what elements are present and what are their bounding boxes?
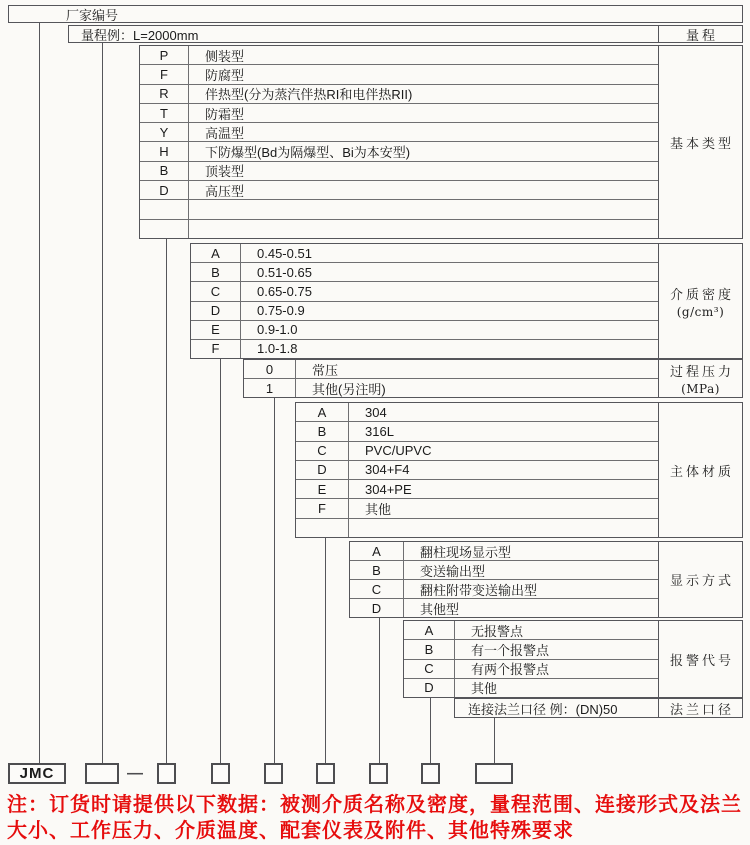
code-cell: C (350, 580, 404, 598)
desc-cell: 304+PE (365, 481, 412, 497)
table-row (140, 181, 658, 200)
table-row (244, 360, 658, 379)
alarm-code-rows (404, 621, 658, 697)
code-cell (296, 519, 349, 537)
desc-cell: 1.0-1.8 (257, 341, 298, 357)
desc-cell: 有一个报警点 (471, 642, 550, 658)
desc-cell: 0.51-0.65 (257, 264, 312, 280)
desc-cell: 0.9-1.0 (257, 322, 298, 338)
section-process-pressure (243, 359, 743, 398)
code-cell: A (191, 244, 241, 262)
code-cell: B (350, 561, 404, 579)
medium-density-rows (191, 244, 658, 358)
desc-cell: 侧装型 (205, 48, 245, 64)
table-row (191, 302, 658, 321)
desc-cell: 下防爆型(Bd为隔爆型、Bi为本安型) (205, 145, 411, 161)
code-cell: E (296, 480, 349, 498)
range-example-text: 量程例：L=2000mm (81, 27, 199, 43)
code-cell: 0 (244, 360, 296, 378)
connector-line-alarm-code (430, 698, 431, 763)
table-row-empty (296, 519, 658, 537)
code-cell: B (140, 162, 189, 180)
table-row (296, 499, 658, 518)
desc-cell: 防霜型 (205, 106, 245, 122)
code-cell: D (350, 599, 404, 617)
table-row (455, 699, 658, 717)
connector-line-basic-type (166, 239, 167, 763)
desc-cell: 高压型 (205, 183, 245, 199)
table-row (140, 85, 658, 104)
table-row-empty (140, 200, 658, 219)
table-row (140, 123, 658, 142)
side-label-basic-type: 基本类型 (658, 46, 742, 238)
model-prefix-box: JMC (8, 763, 66, 784)
code-cell: P (140, 46, 189, 64)
table-row (296, 403, 658, 422)
model-code-box-display-mode (369, 763, 388, 784)
desc-cell: 无报警点 (471, 623, 524, 639)
desc-cell: 304+F4 (365, 462, 410, 478)
code-cell: B (404, 640, 455, 658)
side-label-flange-diameter: 法兰口径 (658, 699, 742, 717)
code-cell: F (140, 65, 189, 83)
model-code-box-range (85, 763, 119, 784)
code-cell: C (296, 442, 349, 460)
table-row (140, 65, 658, 84)
desc-cell: 316L (365, 423, 394, 439)
code-cell: H (140, 142, 189, 160)
model-dash: — (127, 764, 143, 782)
factory-number-label: 厂家编号 (66, 7, 119, 23)
table-row (140, 104, 658, 123)
section-body-material (295, 402, 743, 538)
desc-cell: 0.75-0.9 (257, 303, 305, 319)
order-note-line-2: 大小、工作压力、介质温度、配套仪表及附件、其他特殊要求 (7, 820, 574, 842)
desc-cell: 其他 (471, 681, 498, 697)
table-row (296, 442, 658, 461)
code-cell: E (191, 321, 241, 339)
connector-line-body-material (325, 538, 326, 763)
connector-line-process-pressure (274, 398, 275, 763)
connector-line-range (102, 43, 103, 763)
table-row (296, 461, 658, 480)
table-row (140, 46, 658, 65)
process-pressure-rows (244, 360, 658, 397)
model-code-box-flange-diameter (475, 763, 513, 784)
side-label-alarm-code: 报警代号 (658, 621, 742, 697)
model-code-box-medium-density (211, 763, 230, 784)
desc-cell: 常压 (312, 362, 339, 378)
table-row (191, 340, 658, 358)
code-cell: T (140, 104, 189, 122)
table-row (191, 263, 658, 282)
section-display-mode (349, 541, 743, 618)
desc-cell: 其他型 (420, 601, 460, 617)
code-cell: D (191, 302, 241, 320)
desc-cell: 翻柱附带变送输出型 (420, 582, 538, 598)
table-row (350, 542, 658, 561)
section-alarm-code (403, 620, 743, 698)
code-cell: B (191, 263, 241, 281)
range-example-row (68, 25, 743, 43)
table-row-empty (140, 220, 658, 238)
desc-cell: 翻柱现场显示型 (420, 544, 512, 560)
table-row (244, 379, 658, 397)
section-basic-type (139, 45, 743, 239)
desc-cell: 0.65-0.75 (257, 283, 312, 299)
desc-cell: 0.45-0.51 (257, 245, 312, 261)
side-label-medium-density: 介质密度 (g/cm³) (658, 244, 742, 358)
code-cell: F (296, 499, 349, 517)
table-row (404, 660, 658, 679)
code-cell: 1 (244, 379, 296, 397)
order-note (7, 792, 749, 844)
connector-line-flange-diameter (494, 718, 495, 763)
table-row (296, 422, 658, 441)
desc-cell: 其他 (365, 502, 392, 518)
factory-number-row (8, 5, 743, 23)
side-label-range: 量程 (658, 26, 742, 42)
section-flange-diameter (454, 698, 743, 718)
table-row (140, 142, 658, 161)
table-row (191, 244, 658, 263)
side-label-process-pressure: 过程压力 (MPa) (658, 360, 742, 397)
desc-cell: 高温型 (205, 125, 245, 141)
model-code-box-process-pressure (264, 763, 283, 784)
table-row (350, 599, 658, 617)
model-code-box-basic-type (157, 763, 176, 784)
code-cell: C (404, 660, 455, 678)
model-code-box-alarm-code (421, 763, 440, 784)
flange-diameter-rows (455, 699, 658, 717)
section-medium-density (190, 243, 743, 359)
code-cell: D (140, 181, 189, 199)
desc-cell: 其他(另注明) (312, 381, 386, 397)
desc-cell: 顶装型 (205, 164, 245, 180)
desc-cell: PVC/UPVC (365, 443, 432, 459)
code-cell: A (350, 542, 404, 560)
desc-cell: 变送输出型 (420, 563, 486, 579)
table-row (191, 321, 658, 340)
table-row (404, 679, 658, 697)
connector-line-medium-density (220, 359, 221, 763)
order-note-line-1: 注：订货时请提供以下数据：被测介质名称及密度，量程范围、连接形式及法兰 (7, 794, 742, 816)
desc-cell: 304 (365, 404, 387, 420)
code-cell: C (191, 282, 241, 300)
side-label-body-material: 主体材质 (658, 403, 742, 537)
desc-cell (349, 519, 658, 537)
body-material-rows (296, 403, 658, 537)
connector-line-factory (39, 23, 40, 763)
side-label-display-mode: 显示方式 (658, 542, 742, 617)
code-cell (140, 220, 189, 238)
side-label-unit: (MPa) (681, 382, 720, 396)
side-label-unit: (g/cm³) (676, 304, 725, 319)
desc-cell: 有两个报警点 (471, 662, 550, 678)
table-row (404, 640, 658, 659)
table-row (350, 561, 658, 580)
code-cell: Y (140, 123, 189, 141)
table-row (191, 282, 658, 301)
connector-line-display-mode (379, 618, 380, 763)
table-row (296, 480, 658, 499)
code-cell: A (296, 403, 349, 421)
desc-cell: 防腐型 (205, 67, 245, 83)
model-code-box-body-material (316, 763, 335, 784)
table-row (140, 162, 658, 181)
desc-cell: 伴热型(分为蒸汽伴热RI和电伴热RII) (205, 87, 413, 103)
code-cell: F (191, 340, 241, 358)
code-cell (140, 200, 189, 218)
table-row (350, 580, 658, 599)
desc-cell (189, 220, 658, 238)
table-row (404, 621, 658, 640)
desc-cell: 连接法兰口径 例：(DN)50 (468, 701, 618, 717)
basic-type-rows (140, 46, 658, 238)
code-cell: D (296, 461, 349, 479)
code-cell: D (404, 679, 455, 697)
display-mode-rows (350, 542, 658, 617)
code-cell: B (296, 422, 349, 440)
code-cell: R (140, 85, 189, 103)
code-cell: A (404, 621, 455, 639)
desc-cell (189, 200, 658, 218)
